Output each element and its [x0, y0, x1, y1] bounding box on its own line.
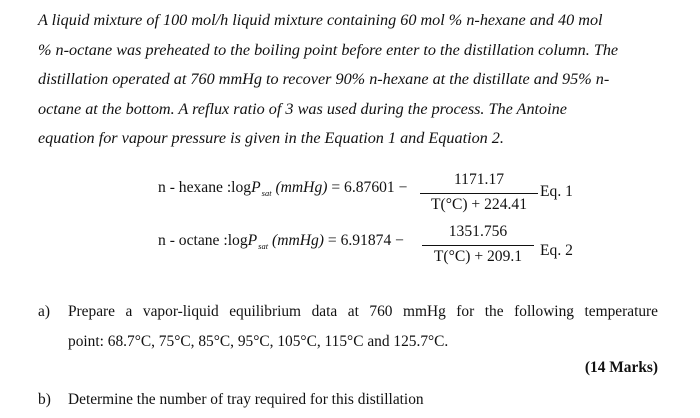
eq2-numerator: 1351.756 — [448, 223, 508, 240]
equation-2 — [158, 222, 598, 272]
eq1-unit: (mmHg) — [275, 179, 328, 196]
marks-label: (14 Marks) — [584, 359, 658, 376]
eq1-fraction — [420, 170, 538, 220]
eq1-numerator: 1171.17 — [453, 171, 505, 188]
question-b-label: b) — [38, 391, 51, 408]
eq2-fraction-bar — [422, 245, 534, 246]
statement-line: equation for vapour pressure is given in the Equation 1 and Equation 2. — [38, 129, 504, 147]
eq1-denominator: T(°C) + 224.41 — [430, 196, 528, 213]
eq1-compound: n - hexane :log — [158, 179, 252, 196]
eq2-var: P — [247, 232, 258, 249]
eq2-fraction — [422, 222, 534, 272]
question-a — [38, 297, 660, 359]
question-a-line: Prepare a vapor-liquid equilibrium data at 760 mmHg for the following temperature — [68, 303, 658, 320]
question-b-line: Determine the number of tray required for this distillation — [68, 391, 424, 408]
eq1-fraction-bar — [420, 193, 538, 194]
eq1-constant: = 6.87601 − — [331, 179, 408, 196]
question-b — [38, 385, 660, 415]
problem-statement — [38, 6, 660, 154]
statement-line: A liquid mixture of 100 mol/h liquid mixture containing 60 mol % n-hexane and 40 mol — [38, 11, 603, 29]
eq2-sub: sat — [258, 241, 269, 251]
eq2-denominator: T(°C) + 209.1 — [433, 248, 523, 265]
eq1-tag: Eq. 1 — [540, 183, 573, 200]
statement-line: % n-octane was preheated to the boiling point before enter to the distillation column. The — [38, 40, 619, 59]
eq1-sub: sat — [261, 188, 272, 198]
eq2-unit: (mmHg) — [272, 232, 324, 249]
question-a-line: point: 68.7°C, 75°C, 85°C, 95°C, 105°C, 115°C and 125.7°C. — [68, 333, 449, 350]
statement-line: octane at the bottom. A reflux ratio of 3 was used during the process. The Antoine — [38, 99, 567, 118]
eq1-var: P — [251, 179, 261, 196]
question-a-label: a) — [38, 303, 50, 320]
eq2-tag: Eq. 2 — [540, 242, 573, 259]
equation-1 — [158, 170, 598, 220]
eq2-constant: = 6.91874 − — [327, 232, 404, 249]
eq2-compound: n - octane :log — [158, 232, 248, 249]
statement-line: distillation operated at 760 mmHg to recover 90% n-hexane at the distillate and 95% n- — [38, 70, 610, 88]
